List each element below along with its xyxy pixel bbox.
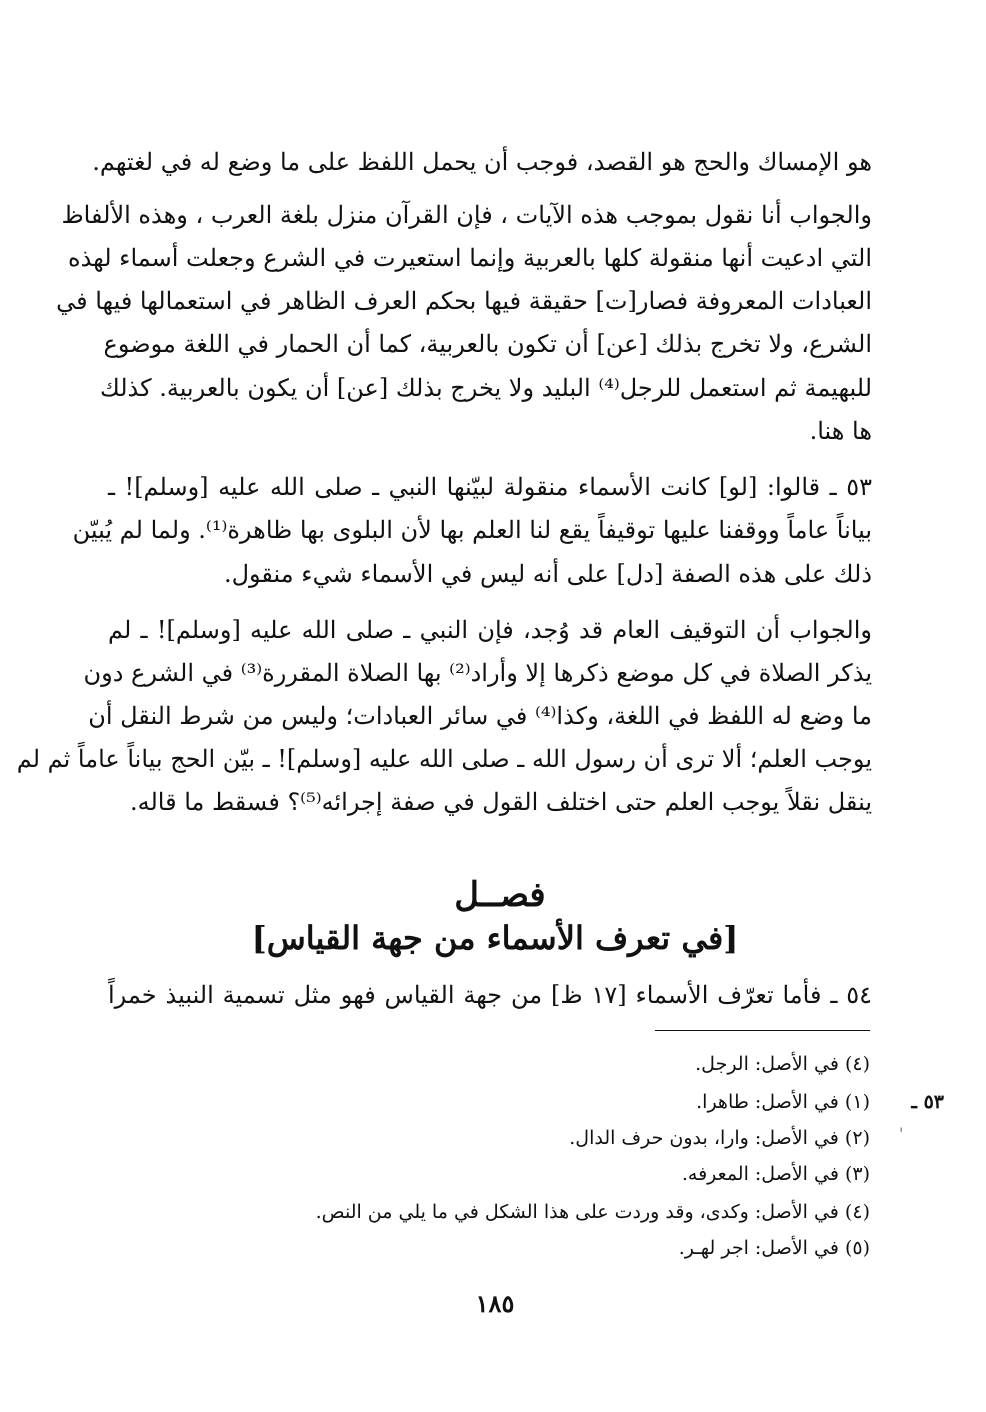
section-first-line: ٥٤ ـ فأما تعرّف الأسماء [١٧ ظ] من جهة القياس فهو مثل تسمية النبيذ خمراً	[108, 981, 872, 1009]
body-line-12: يذكر الصلاة في كل موضع ذكرها إلا وأراد⁽²⁾ بها الصلاة المقررة⁽³⁾ في الشرع دون	[83, 659, 872, 687]
footnote-item: (٥) في الأصل: اجر لهـر.	[678, 1237, 870, 1259]
body-line-2: والجواب أنا نقول بموجب هذه الآيات ، فإن القرآن منزل بلغة العرب ، وهذه الألفاظ	[61, 201, 872, 229]
body-line-5: الشرع، ولا تخرج بذلك [عن] أن تكون بالعربية، كما أن الحمار في اللغة موضوع	[103, 330, 872, 358]
body-line-11: والجواب أن التوقيف العام قد وُجد، فإن النبي ـ صلى الله عليه [وسلم]! ـ لم	[108, 616, 872, 644]
body-line-13: ما وضع له اللفظ في اللغة، وكذا⁽⁴⁾ في سائر العبادات؛ وليس من شرط النقل أن	[88, 702, 872, 730]
body-line-8: ٥٣ ـ قالوا: [لو] كانت الأسماء منقولة لبيّنها النبي ـ صلى الله عليه [وسلم]! ـ	[108, 473, 872, 501]
footnote-item: (٢) في الأصل: وارا، بدون حرف الدال.	[569, 1127, 870, 1149]
body-line-6: للبهيمة ثم استعمل للرجل⁽⁴⁾ البليد ولا يخرج بذلك [عن] أن يكون بالعربية. كذلك	[100, 374, 872, 402]
footnote-item: (٤) في الأصل: الرجل.	[695, 1053, 870, 1075]
section-title: فصــل	[454, 875, 546, 915]
footnote-item: (١) في الأصل: طاهرا.	[696, 1091, 870, 1113]
section-subtitle: [في تعرف الأسماء من جهة القياس]	[251, 919, 739, 957]
footnote-item: (٤) في الأصل: وكدى، وقد وردت على هذا الشكل في ما يلي من النص.	[315, 1201, 870, 1223]
footnote-separator	[655, 1030, 870, 1031]
body-line-7: ها هنا.	[809, 417, 872, 445]
body-line-15: ينقل نقلاً يوجب العلم حتى اختلف القول في صفة إجرائه⁽⁵⁾؟ فسقط ما قاله.	[129, 788, 872, 816]
body-line-14: يوجب العلم؛ ألا ترى أن رسول الله ـ صلى الله عليه [وسلم]! ـ بيّن الحج بياناً عاماً ثم لم	[16, 745, 872, 773]
body-line-10: ذلك على هذه الصفة [دل] على أنه ليس في الأسماء شيء منقول.	[223, 560, 872, 588]
body-line-1: هو الإمساك والحج هو القصد، فوجب أن يحمل اللفظ على ما وضع له في لغتهم.	[92, 148, 872, 176]
body-line-9: بياناً عاماً ووقفنا عليها توقيفاً يقع لنا العلم بها لأن البلوى بها ظاهرة⁽¹⁾. ولما لم يُبيّن	[72, 516, 872, 544]
footnote-item: (٣) في الأصل: المعرفه.	[681, 1163, 870, 1185]
footnote-group-label: ٥٣ ـ	[911, 1091, 944, 1113]
page-number: ١٨٥	[475, 1289, 515, 1318]
body-line-3: التي ادعيت أنها منقولة كلها بالعربية وإنما استعيرت في الشرع وجعلت أسماء لهذه	[68, 244, 872, 272]
body-line-4: العبادات المعروفة فصار[ت] حقيقة فيها بحكم العرف الظاهر في استعمالها فيها في	[56, 287, 872, 315]
margin-mark: '	[899, 1124, 904, 1143]
